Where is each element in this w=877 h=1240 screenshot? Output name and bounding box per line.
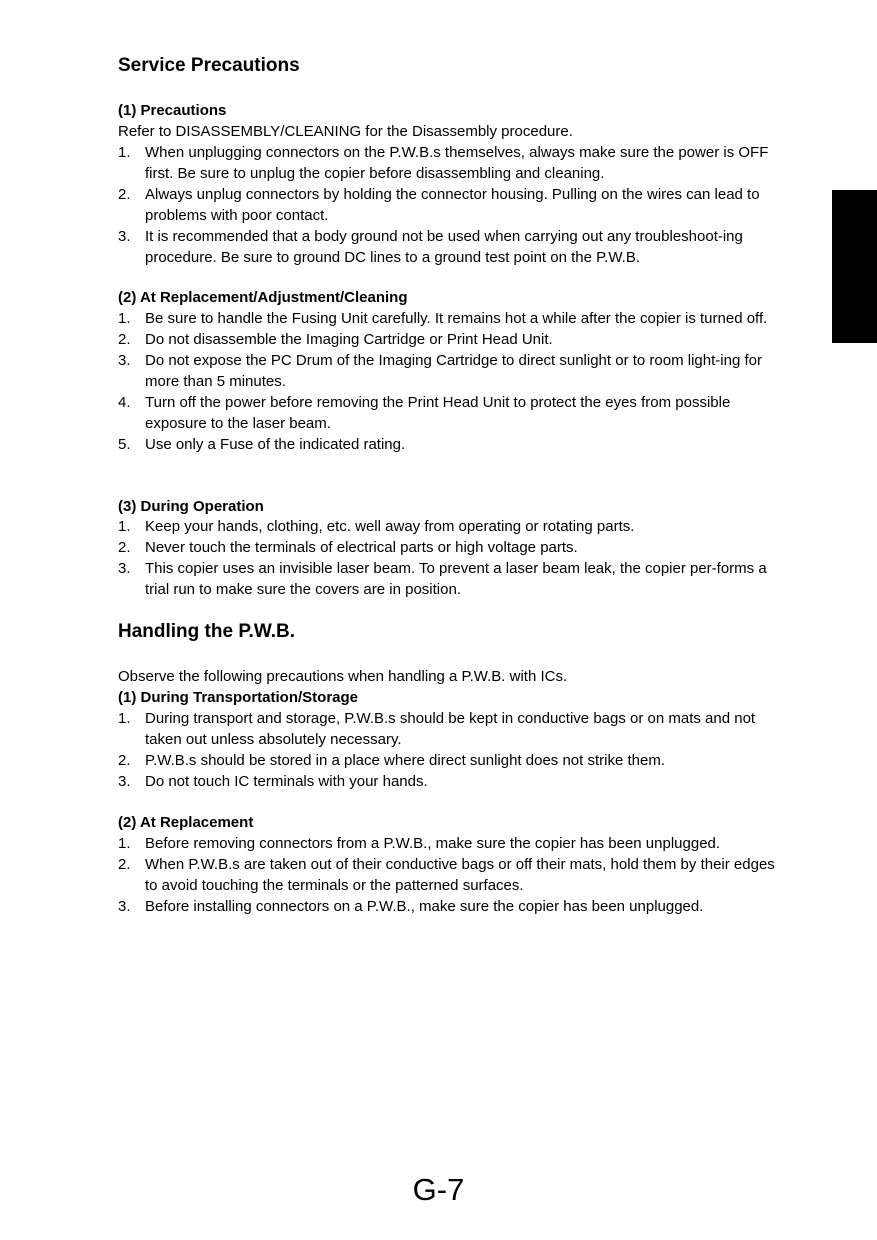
list-item: 1. Keep your hands, clothing, etc. well away from operating or rotating parts. [118, 518, 635, 535]
handling-intro: Observe the following precautions when handling a P.W.B. with ICs. [118, 668, 568, 685]
list-item: 1. During transport and storage, P.W.B.s should be kept in conductive bags or on mats and not taken out unless absolutely necessary. [118, 710, 756, 748]
list-item: 2. Always unplug connectors by holding the connector housing. Pulling on the wires can lead to problems with poor contact. [118, 186, 760, 224]
section-tab-marker [832, 190, 877, 343]
at-replacement-heading: (2) At Replacement [118, 814, 254, 831]
replacement-list [118, 308, 790, 455]
replacement-heading: (2) At Replacement/Adjustment/Cleaning [118, 289, 408, 306]
precautions-heading: (1) Precautions [118, 102, 227, 119]
at-replacement-list [118, 833, 790, 917]
list-item: 1. When unplugging connectors on the P.W.B.s themselves, always make sure the power is OFF first. Be sure to unplug the copier before disassembling and cleaning. [118, 144, 769, 182]
operation-list [118, 516, 790, 600]
precautions-list [118, 142, 790, 268]
list-item: 2. P.W.B.s should be stored in a place where direct sunlight does not strike them. [118, 752, 666, 769]
list-item: 2. Do not disassemble the Imaging Cartridge or Print Head Unit. [118, 331, 553, 348]
list-item: 1. Be sure to handle the Fusing Unit carefully. It remains hot a while after the copier is turned off. [118, 310, 768, 327]
page-number: G-7 [412, 1172, 465, 1207]
list-item: 3. Do not touch IC terminals with your hands. [118, 773, 428, 790]
list-item: 3. Do not expose the PC Drum of the Imaging Cartridge to direct sunlight or to room light-ing for more than 5 minutes. [118, 352, 762, 390]
list-item: 4. Turn off the power before removing the Print Head Unit to protect the eyes from possible exposure to the laser beam. [118, 394, 731, 432]
list-item: 2. When P.W.B.s are taken out of their conductive bags or off their mats, hold them by their edges to avoid touching the terminals or the patterned surfaces. [118, 856, 775, 894]
precautions-intro: Refer to DISASSEMBLY/CLEANING for the Disassembly procedure. [118, 123, 573, 140]
transport-heading: (1) During Transportation/Storage [118, 689, 359, 706]
list-item: 2. Never touch the terminals of electrical parts or high voltage parts. [118, 539, 578, 556]
list-item: 5. Use only a Fuse of the indicated rating. [118, 436, 406, 453]
service-precautions-title: Service Precautions [118, 55, 300, 76]
list-item: 3. Before installing connectors on a P.W.B., make sure the copier has been unplugged. [118, 898, 704, 915]
operation-heading: (3) During Operation [118, 498, 264, 515]
list-item: 3. It is recommended that a body ground not be used when carrying out any troubleshoot-ing procedure. Be sure to ground DC lines to a ground test point on the P.W.B. [118, 228, 743, 266]
handling-title: Handling the P.W.B. [118, 621, 295, 642]
list-item: 1. Before removing connectors from a P.W.B., make sure the copier has been unplugged. [118, 835, 721, 852]
transport-list [118, 708, 790, 792]
list-item: 3. This copier uses an invisible laser beam. To prevent a laser beam leak, the copier per-forms a trial run to make sure the covers are in position. [118, 560, 767, 598]
